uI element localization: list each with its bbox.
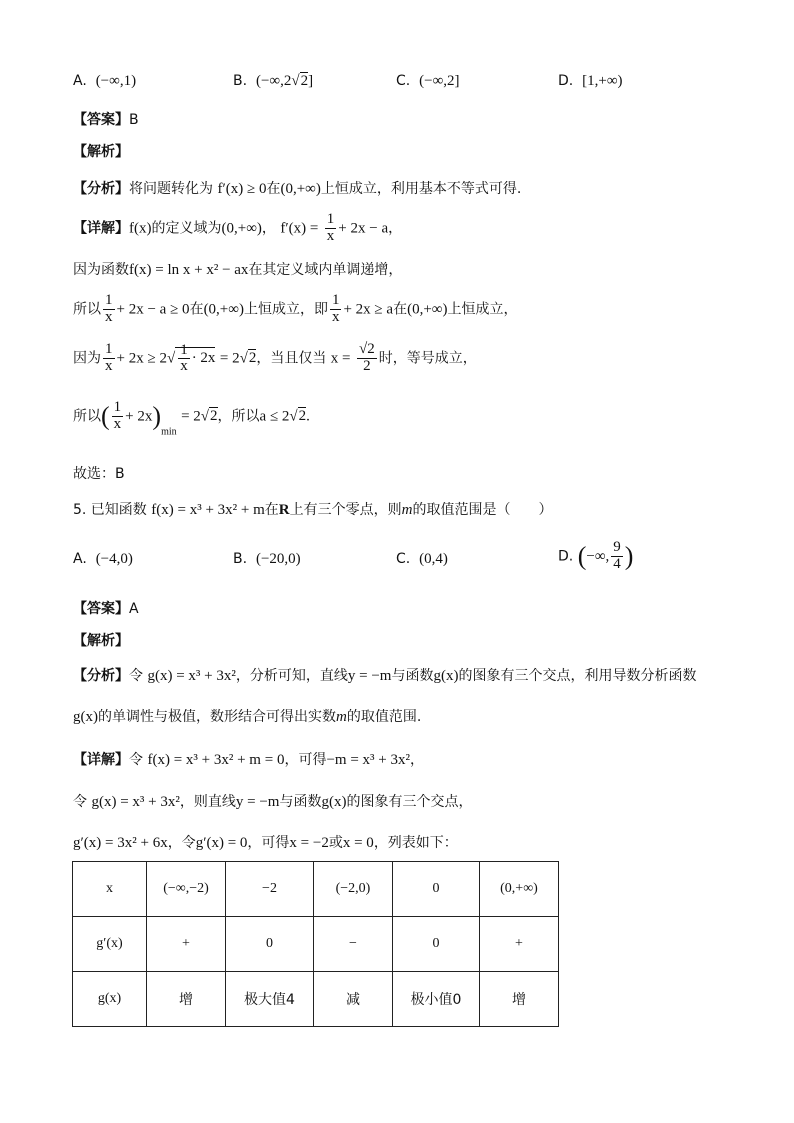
q4-fenxi: 【分析】将问题转化为 f′(x) ≥ 0在(0,+∞)上恒成立，利用基本不等式可得. bbox=[73, 181, 522, 197]
fraction: $\frac{1}{x}$ bbox=[326, 211, 335, 244]
fraction: $\frac{1}{x}$ bbox=[105, 292, 113, 325]
table-cell: 极大值4 bbox=[226, 972, 314, 1027]
q4-option-b: B. (−∞,2√2] bbox=[233, 73, 314, 89]
q4-detail-line-2: 因为函数f(x) = ln x + x² − ax在其定义域内单调递增， bbox=[73, 262, 403, 278]
table-cell: + bbox=[147, 917, 226, 972]
table-cell: 减 bbox=[314, 972, 393, 1027]
table-cell: 0 bbox=[393, 917, 480, 972]
table-header-cell: x bbox=[73, 862, 147, 917]
table-row bbox=[73, 917, 559, 972]
q4-option-c: C. (−∞,2] bbox=[396, 73, 460, 89]
q4-answer-line: 【答案】B bbox=[73, 112, 139, 128]
table-cell: 0 bbox=[393, 862, 480, 917]
q4-detail-line-3: 所以 $\frac{1}{x}$ + 2x − a ≥ 0在(0,+∞)上恒成立，即 $\frac{1}{x}$ + 2x ≥ a在(0,+∞)上恒成立， bbox=[73, 292, 518, 325]
table-cell: + bbox=[480, 917, 559, 972]
sqrt: $\frac{1}{x}$ · 2x bbox=[175, 347, 215, 366]
q5-detail-line-1: 【详解】令 f(x) = x³ + 3x² + m = 0，可得−m = x³ + 3x²， bbox=[73, 752, 424, 768]
q5-detail-line-3: g′(x) = 3x² + 6x，令g′(x) = 0，可得x = −2或x = 0，列表如下： bbox=[73, 835, 458, 851]
q5-option-b: B. (−20,0) bbox=[233, 551, 301, 567]
q4-option-a: A. (−∞,1) bbox=[73, 73, 137, 89]
q4-conclusion: 故选：B bbox=[73, 466, 125, 482]
q5-fenxi-line-2: g(x)的单调性与极值，数形结合可得出实数m的取值范围. bbox=[73, 709, 422, 725]
fraction: $\frac{1}{x}$ bbox=[105, 341, 113, 374]
fraction: $\frac{1}{x}$ bbox=[180, 341, 188, 375]
q5-option-a: A. (−4,0) bbox=[73, 551, 133, 567]
table-row bbox=[73, 972, 559, 1027]
q5-option-c: C. (0,4) bbox=[396, 551, 448, 567]
table-cell: 极小值0 bbox=[393, 972, 480, 1027]
table-cell: 0 bbox=[226, 917, 314, 972]
fraction: $\frac{1}{x}$ bbox=[331, 292, 340, 325]
q5-stem: 5. 已知函数 f(x) = x³ + 3x² + m在R上有三个零点，则m的取值范围是（ ） bbox=[73, 502, 553, 518]
table-header-cell: g′(x) bbox=[73, 917, 147, 972]
table-cell: 增 bbox=[147, 972, 226, 1027]
table-header-cell: g(x) bbox=[73, 972, 147, 1027]
table-row bbox=[73, 862, 559, 917]
q4-detail-line-1: 【详解】f(x)的定义域为(0,+∞)， f′(x) = $\frac{1}{x}$ + 2x − a， bbox=[73, 211, 403, 244]
q5-answer-line: 【答案】A bbox=[73, 601, 139, 617]
q5-option-d: D. (−∞, $\frac{9}{4}$ ) bbox=[558, 539, 634, 572]
table-cell: −2 bbox=[226, 862, 314, 917]
fraction: $\frac{1}{x}$ bbox=[113, 399, 122, 432]
table-cell: 增 bbox=[480, 972, 559, 1027]
table-cell: (0,+∞) bbox=[480, 862, 559, 917]
table-cell: (−∞,−2) bbox=[147, 862, 226, 917]
q4-analysis-heading: 【解析】 bbox=[73, 144, 129, 160]
q4-detail-line-4: 因为 $\frac{1}{x}$ + 2x ≥ 2√ $\frac{1}{x}$ · 2x = 2√2，当且仅当 x = $\frac{√2}{2}$ 时，等号成立， bbox=[73, 341, 477, 375]
fraction: $\frac{√2}{2}$ bbox=[358, 341, 375, 374]
q5-fenxi-line-1: 【分析】令 g(x) = x³ + 3x²，分析可知，直线y = −m与函数g(x)的图象有三个交点，利用导数分析函数 bbox=[73, 668, 697, 684]
q5-detail-line-2: 令 g(x) = x³ + 3x²，则直线y = −m与函数g(x)的图象有三个交点， bbox=[73, 794, 473, 810]
sign-table bbox=[72, 861, 559, 1027]
q5-analysis-heading: 【解析】 bbox=[73, 633, 129, 649]
q4-detail-line-5: 所以( $\frac{1}{x}$ + $2x)_{min} = 2√2$，所以a ≤ 2√2. bbox=[73, 399, 310, 438]
table-cell: (−2,0) bbox=[314, 862, 393, 917]
q4-option-d: D. [1,+∞) bbox=[558, 73, 623, 89]
fraction: $\frac{9}{4}$ bbox=[613, 539, 621, 572]
table-cell: − bbox=[314, 917, 393, 972]
